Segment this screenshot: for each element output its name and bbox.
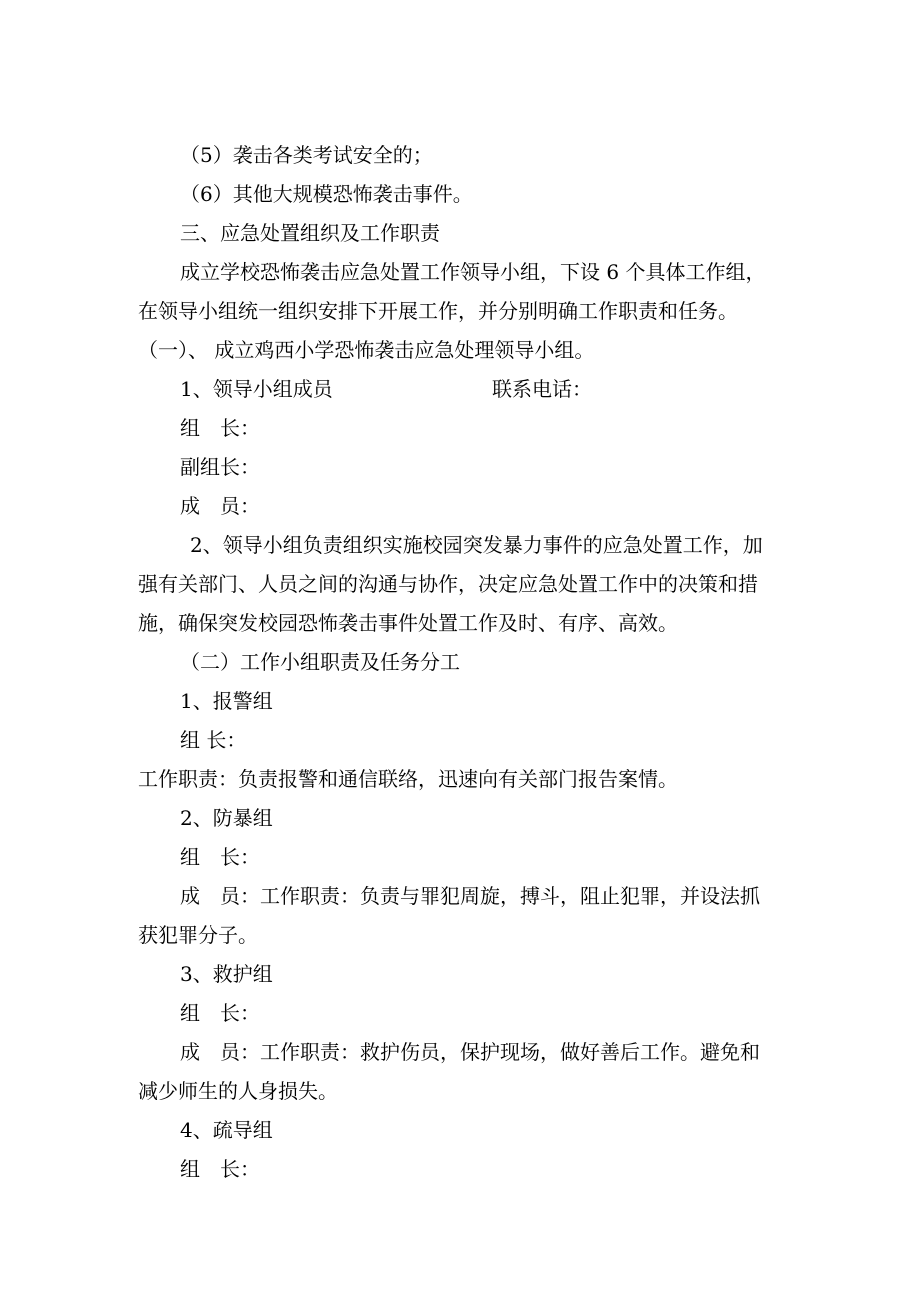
duty-line: 减少师生的人身损失。 bbox=[138, 1079, 338, 1103]
phone-label: 联系电话： bbox=[492, 377, 592, 401]
group-title-rescue: 3、救护组 bbox=[180, 962, 273, 986]
duty-line: 成 员：工作职责：救护伤员，保护现场，做好善后工作。避免和 bbox=[180, 1040, 760, 1064]
group-title-riot: 2、防暴组 bbox=[180, 806, 273, 830]
text-line-item-6: （6）其他大规模恐怖袭击事件。 bbox=[180, 182, 473, 206]
duty-line: 工作职责：负责报警和通信联络，迅速向有关部门报告案情。 bbox=[138, 767, 678, 791]
paragraph-line: 成立学校恐怖袭击应急处置工作领导小组，下设 6 个具体工作组， bbox=[180, 260, 766, 284]
group-title-alarm: 1、报警组 bbox=[180, 689, 273, 713]
group-title-guidance: 4、疏导组 bbox=[180, 1118, 273, 1142]
deputy-leader-label: 副组长： bbox=[180, 455, 260, 479]
paragraph-line: 2、领导小组负责组织实施校园突发暴力事件的应急处置工作，加 bbox=[190, 533, 763, 557]
text-line-item-5: （5）袭击各类考试安全的； bbox=[180, 143, 433, 167]
subsection-heading-1: （一）、 成立鸡西小学恐怖袭击应急处理领导小组。 bbox=[138, 338, 595, 362]
duty-line: 成 员：工作职责：负责与罪犯周旋，搏斗，阻止犯罪，并设法抓 bbox=[180, 884, 760, 908]
members-label: 1、领导小组成员 bbox=[180, 377, 333, 401]
paragraph-line: 在领导小组统一组织安排下开展工作，并分别明确工作职责和任务。 bbox=[138, 299, 738, 323]
leader-label: 组 长： bbox=[180, 728, 247, 752]
subsection-heading-2: （二）工作小组职责及任务分工 bbox=[180, 650, 460, 674]
paragraph-line: 施，确保突发校园恐怖袭击事件处置工作及时、有序、高效。 bbox=[138, 611, 678, 635]
leader-label: 组 长： bbox=[180, 416, 260, 440]
paragraph-line: 强有关部门、人员之间的沟通与协作，决定应急处置工作中的决策和措 bbox=[138, 572, 758, 596]
leader-label: 组 长： bbox=[180, 845, 260, 869]
member-label: 成 员： bbox=[180, 494, 260, 518]
section-heading-3: 三、应急处置组织及工作职责 bbox=[180, 221, 440, 245]
duty-line: 获犯罪分子。 bbox=[138, 923, 258, 947]
leader-label: 组 长： bbox=[180, 1001, 260, 1025]
leader-label: 组 长： bbox=[180, 1157, 260, 1181]
